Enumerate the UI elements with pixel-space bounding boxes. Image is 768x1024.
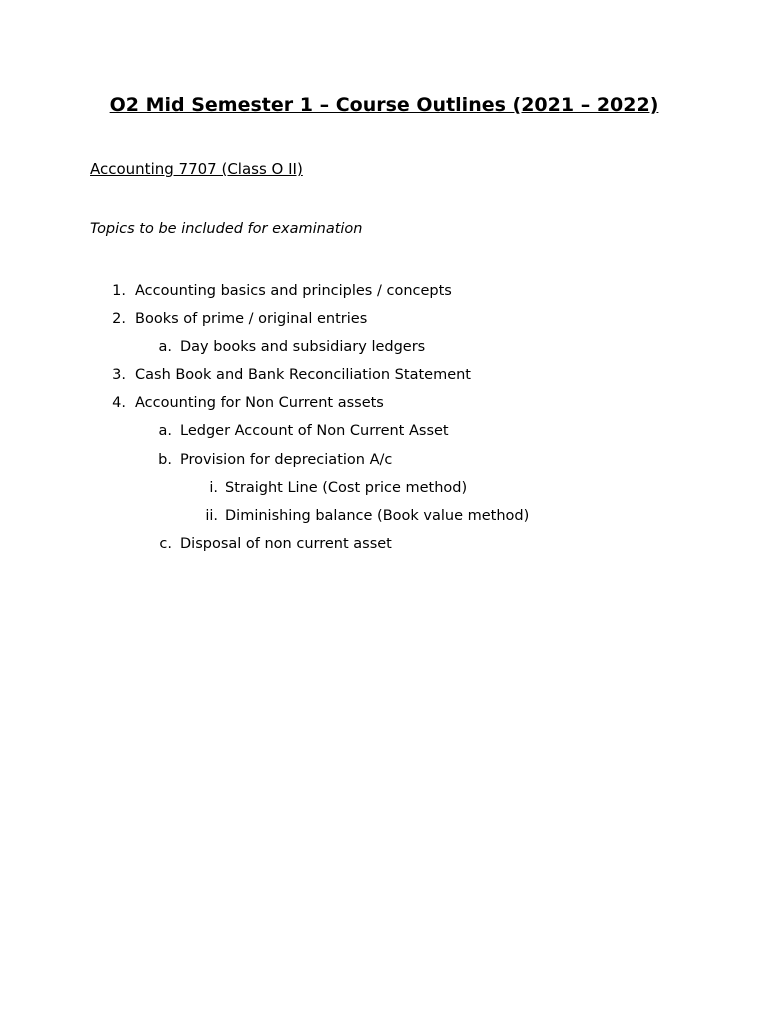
list-marker: a. <box>158 339 172 355</box>
list-marker: 3. <box>112 367 126 383</box>
list-item-text: Books of prime / original entries <box>135 311 368 327</box>
subject-heading: Accounting 7707 (Class O II) <box>90 160 303 178</box>
list-item-text: Accounting basics and principles / concepts <box>135 283 452 299</box>
list-item-text: Straight Line (Cost price method) <box>225 480 468 496</box>
list-item-text: Ledger Account of Non Current Asset <box>180 423 449 439</box>
list-item-text: Diminishing balance (Book value method) <box>225 508 530 524</box>
list-item-text: Cash Book and Bank Reconciliation Statement <box>135 367 471 383</box>
list-marker: i. <box>209 480 218 496</box>
list-marker: a. <box>158 423 172 439</box>
list-marker: c. <box>159 536 172 552</box>
list-marker: b. <box>158 452 172 468</box>
list-marker: ii. <box>205 508 218 524</box>
list-marker: 1. <box>112 283 126 299</box>
page-title: O2 Mid Semester 1 – Course Outlines (2021 – 2022) <box>109 94 659 116</box>
intro-text: Topics to be included for examination <box>90 221 363 237</box>
list-item-text: Provision for depreciation A/c <box>180 452 393 468</box>
list-item-text: Accounting for Non Current assets <box>135 395 384 411</box>
list-item-text: Day books and subsidiary ledgers <box>180 339 426 355</box>
list-marker: 4. <box>112 395 126 411</box>
list-item-text: Disposal of non current asset <box>180 536 392 552</box>
list-marker: 2. <box>112 311 126 327</box>
